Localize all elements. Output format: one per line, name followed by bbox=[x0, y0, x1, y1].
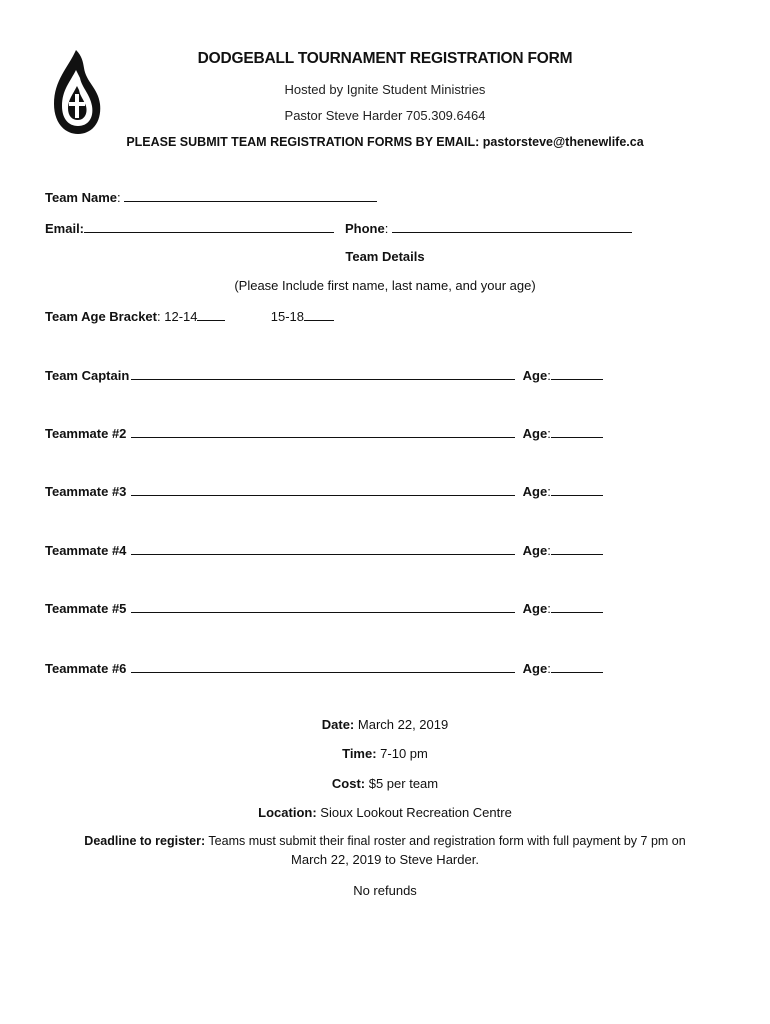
roster-name-field[interactable] bbox=[131, 367, 515, 380]
age-bracket-checkbox-1[interactable] bbox=[197, 308, 225, 321]
team-details-note: (Please Include first name, last name, and your age) bbox=[234, 278, 536, 293]
roster-age-field[interactable] bbox=[551, 367, 603, 380]
event-time bbox=[0, 746, 770, 761]
roster-row: Teammate #4 Age: bbox=[45, 542, 603, 558]
date-value: March 22, 2019 bbox=[357, 717, 449, 732]
location-label: Location: bbox=[258, 805, 317, 820]
age-label: Age bbox=[522, 543, 548, 558]
roster-row: Teammate #2 Age: bbox=[45, 425, 603, 441]
age-label: Age bbox=[522, 484, 548, 499]
time-label: Time: bbox=[342, 746, 377, 761]
event-deadline bbox=[0, 834, 770, 848]
age-label: Age bbox=[522, 426, 548, 441]
roster-label: Teammate #2 bbox=[45, 426, 127, 441]
location-value: Sioux Lookout Recreation Centre bbox=[320, 805, 512, 820]
roster-age-field[interactable] bbox=[551, 425, 603, 438]
no-refunds: No refunds bbox=[353, 883, 417, 898]
roster-row: Teammate #6 Age: bbox=[45, 660, 603, 676]
age-bracket-option-2: 15-18 bbox=[270, 309, 304, 324]
time-value: 7-10 pm bbox=[380, 746, 428, 761]
age-label: Age bbox=[522, 368, 548, 383]
roster-name-field[interactable] bbox=[131, 660, 515, 673]
phone-row: Phone: bbox=[345, 220, 632, 236]
date-label: Date: bbox=[321, 717, 355, 732]
event-location bbox=[0, 805, 770, 820]
deadline-value: Teams must submit their final roster and registration form with full payment by 7 pm on bbox=[208, 834, 686, 848]
team-name-field[interactable] bbox=[124, 189, 377, 202]
age-bracket-option-1: 12-14 bbox=[164, 309, 198, 324]
team-details-heading: Team Details bbox=[345, 249, 425, 264]
roster-row: Teammate #5 Age: bbox=[45, 600, 603, 616]
team-name-row: Team Name: bbox=[45, 189, 377, 205]
roster-label: Teammate #5 bbox=[45, 601, 127, 616]
age-bracket-checkbox-2[interactable] bbox=[304, 308, 334, 321]
submit-instructions: PLEASE SUBMIT TEAM REGISTRATION FORMS BY EMAIL: pastorsteve@thenewlife.ca bbox=[126, 135, 644, 149]
roster-label: Teammate #3 bbox=[45, 484, 127, 499]
pastor-contact: Pastor Steve Harder 705.309.6464 bbox=[284, 108, 486, 123]
cost-label: Cost: bbox=[331, 776, 366, 791]
event-date bbox=[0, 717, 770, 732]
roster-row: Team Captain Age: bbox=[45, 367, 603, 383]
phone-label: Phone bbox=[345, 221, 385, 236]
form-title: DODGEBALL TOURNAMENT REGISTRATION FORM bbox=[197, 50, 573, 67]
phone-field[interactable] bbox=[392, 220, 632, 233]
cost-value: $5 per team bbox=[368, 776, 439, 791]
email-field[interactable] bbox=[84, 220, 334, 233]
age-bracket-row: Team Age Bracket: 12-14 15-18 bbox=[45, 308, 334, 324]
age-label: Age bbox=[522, 601, 548, 616]
roster-name-field[interactable] bbox=[131, 425, 515, 438]
roster-age-field[interactable] bbox=[551, 483, 603, 496]
age-label: Age bbox=[522, 661, 548, 676]
deadline-continued: March 22, 2019 to Steve Harder. bbox=[291, 852, 479, 867]
deadline-label: Deadline to register: bbox=[84, 834, 206, 848]
email-label: Email: bbox=[45, 221, 85, 236]
roster-name-field[interactable] bbox=[131, 483, 515, 496]
hosted-by: Hosted by Ignite Student Ministries bbox=[284, 82, 486, 97]
team-name-label: Team Name bbox=[45, 190, 118, 205]
roster-row: Teammate #3 Age: bbox=[45, 483, 603, 499]
roster-label: Teammate #6 bbox=[45, 661, 127, 676]
roster-label: Team Captain bbox=[45, 368, 130, 383]
event-cost bbox=[0, 776, 770, 791]
roster-age-field[interactable] bbox=[551, 660, 603, 673]
roster-label: Teammate #4 bbox=[45, 543, 127, 558]
roster-name-field[interactable] bbox=[131, 542, 515, 555]
age-bracket-label: Team Age Bracket bbox=[45, 309, 157, 324]
email-row bbox=[45, 220, 334, 236]
roster-name-field[interactable] bbox=[131, 600, 515, 613]
roster-age-field[interactable] bbox=[551, 600, 603, 613]
roster-age-field[interactable] bbox=[551, 542, 603, 555]
